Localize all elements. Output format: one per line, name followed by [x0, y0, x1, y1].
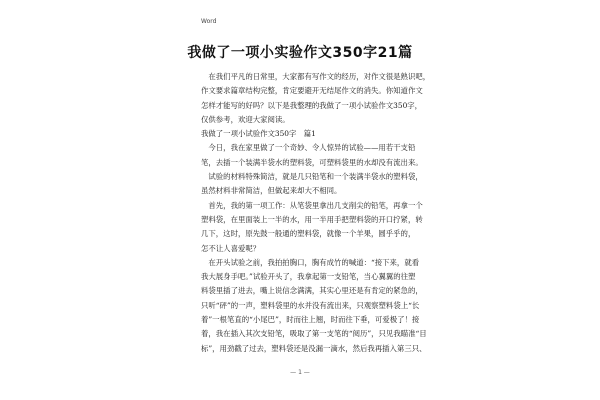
text-line: 只听“砰”的一声，塑料袋里的水并没有流出来，只观察塑料袋上“长 — [201, 300, 420, 310]
text-line: 标”，用劲戳了过去，塑料袋还是没漏一滴水，然后我再插入第三只、 — [201, 343, 427, 353]
text-line: 怎不让人喜爱呢？ — [201, 243, 261, 253]
text-line: 作文要求篇章结构完整，肯定要避开无结尾作文的消失。你知道作文 — [201, 86, 423, 96]
text-line: 在开头试验之前，我拍拍胸口，胸有成竹的喊道：“接下来，就看 — [201, 257, 420, 267]
text-line: 仅供参考，欢迎大家阅读。 — [201, 114, 290, 124]
text-line: 试验的材料特殊简洁，就是几只铅笔和一个装满半袋水的塑料袋， — [201, 172, 423, 182]
text-line: 我大展身手吧。”试验开头了，我拿起第一支铅笔，当心翼翼的往塑 — [201, 272, 416, 282]
document-body — [201, 70, 431, 356]
page-number: — 1 — — [290, 369, 310, 376]
text-line: 几下，这时，原先鼓一般通的塑料袋，就像一个羊果，圆乎乎的， — [201, 229, 416, 239]
text-line: 在我们平凡的日常里，大家都有写作文的经历，对作文很是熟识吧， — [201, 72, 431, 81]
text-line: 虽然材料非常简洁，但做起来却大不相同。 — [201, 186, 342, 196]
paragraph-intro — [201, 70, 431, 127]
paragraph-4 — [201, 256, 427, 356]
paragraph-2 — [201, 170, 423, 199]
section-heading — [201, 127, 411, 141]
text-line: 首先，我的第一项工作：从笔袋里拿出几支削尖的铅笔，再拿一个 — [201, 200, 423, 210]
text-line: 着”一根笔直的“小尾巴”，时而往上翘，时而往下垂，可爱极了！接 — [201, 315, 420, 325]
paragraph-3 — [201, 199, 423, 256]
text-line: 料袋里插了进去，嘴上说信念满满，其实心里还是有肯定的紧急的， — [201, 286, 423, 296]
section-heading-text: 我做了一项小试验作文350字 篇1 — [201, 129, 316, 139]
paragraph-1 — [201, 141, 423, 170]
text-line: 笔，去插一个装满半袋水的塑料袋，可塑料袋里的水却没有流出来。 — [201, 157, 423, 167]
document-title: 我做了一项小实验作文350字21篇 — [187, 45, 413, 61]
text-line: 怎样才能写的好吗？以下是我整理的我做了一项小试验作文350字， — [201, 100, 423, 110]
word-header-label: Word — [201, 18, 217, 25]
text-line: 今日，我在家里做了一个奇妙、令人惊异的试验——用若干支铅 — [201, 143, 416, 153]
text-line: 塑料袋，在里面装上一半的水，用一半用手把塑料袋的开口拧紧，转 — [201, 214, 423, 224]
text-line: 着，我在插入其次支铅笔，吸取了第一支笔的“阅历”，只见我瞄准“目 — [201, 329, 427, 339]
